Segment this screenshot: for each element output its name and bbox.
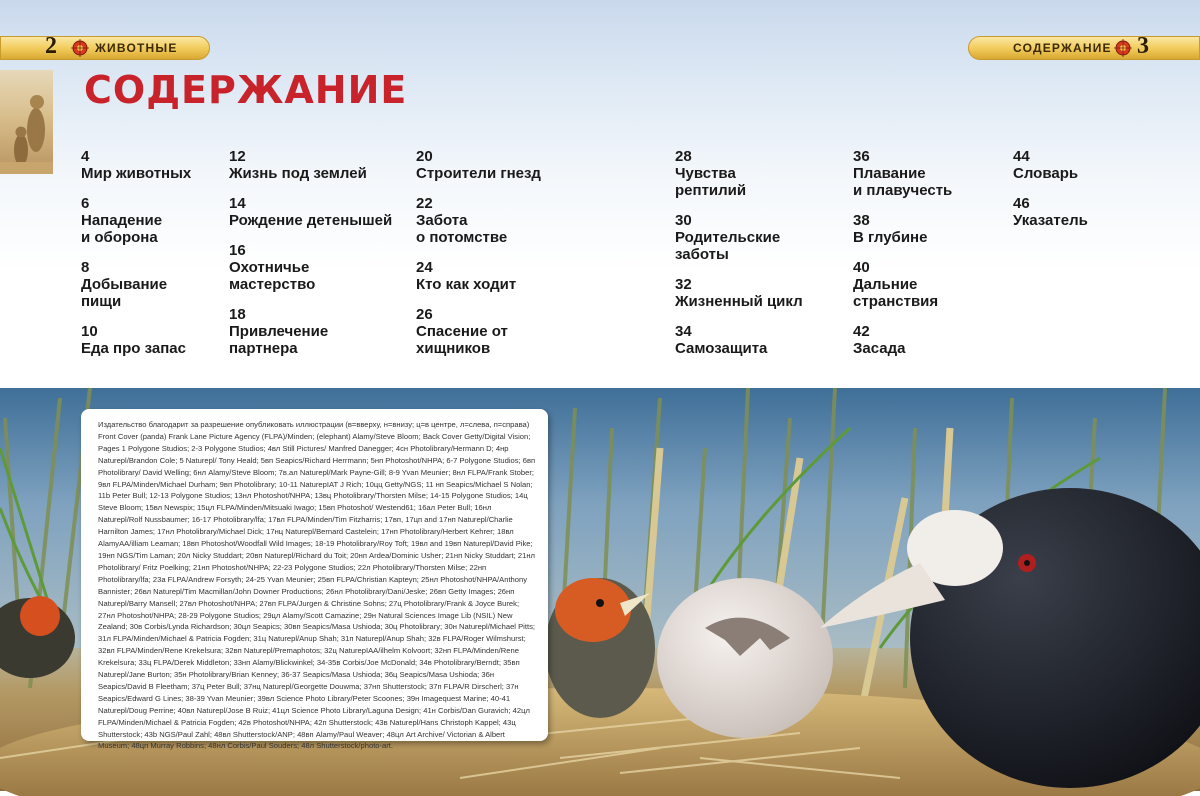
toc-entry[interactable] bbox=[81, 323, 191, 357]
toc-title: Нападение и оборона bbox=[81, 212, 163, 246]
toc-page-number: 14 bbox=[229, 195, 246, 212]
header-tab-left bbox=[0, 36, 210, 60]
toc-entry[interactable] bbox=[416, 148, 541, 182]
toc-page-number: 38 bbox=[853, 212, 870, 229]
toc-page-number: 12 bbox=[229, 148, 246, 165]
toc-column bbox=[853, 148, 952, 370]
section-label: ЖИВОТНЫЕ bbox=[95, 41, 178, 55]
page-title: СОДЕРЖАНИЕ bbox=[84, 68, 408, 112]
toc-entry[interactable] bbox=[853, 148, 952, 199]
toc-title: Мир животных bbox=[81, 165, 192, 182]
section-label-right: СОДЕРЖАНИЕ bbox=[1013, 41, 1112, 55]
toc-title: Дальние странствия bbox=[853, 276, 939, 310]
toc-title: Привлечение партнера bbox=[229, 323, 329, 357]
toc-entry[interactable] bbox=[416, 306, 541, 357]
right-page-number: 3 bbox=[1137, 33, 1149, 59]
toc-entry[interactable] bbox=[229, 242, 392, 293]
header-tab-right bbox=[968, 36, 1200, 60]
toc-page-number: 28 bbox=[675, 148, 692, 165]
ornament-icon bbox=[1114, 39, 1132, 57]
toc-entry[interactable] bbox=[1013, 148, 1088, 182]
toc-title: Жизнь под землей bbox=[229, 165, 367, 182]
toc-page-number: 6 bbox=[81, 195, 90, 212]
toc-entry[interactable] bbox=[229, 195, 392, 229]
toc-page-number: 30 bbox=[675, 212, 692, 229]
toc-column bbox=[416, 148, 541, 370]
toc-entry[interactable] bbox=[81, 195, 191, 246]
toc-page-number: 16 bbox=[229, 242, 246, 259]
toc-page-number: 10 bbox=[81, 323, 98, 340]
toc-title: Словарь bbox=[1013, 165, 1079, 182]
toc-entry[interactable] bbox=[675, 212, 803, 263]
ornament-icon bbox=[71, 39, 89, 57]
toc-page-number: 22 bbox=[416, 195, 433, 212]
toc-entry[interactable] bbox=[675, 323, 803, 357]
toc-page-number: 34 bbox=[675, 323, 692, 340]
toc-column bbox=[1013, 148, 1088, 242]
credits-box bbox=[81, 409, 548, 751]
toc-entry[interactable] bbox=[675, 148, 803, 199]
toc-column bbox=[675, 148, 803, 370]
left-page-number: 2 bbox=[45, 33, 57, 59]
toc-title: Кто как ходит bbox=[416, 276, 517, 293]
toc-entry[interactable] bbox=[853, 259, 952, 310]
toc-title: В глубине bbox=[853, 229, 928, 246]
toc-page-number: 44 bbox=[1013, 148, 1030, 165]
toc-page-number: 36 bbox=[853, 148, 870, 165]
toc-column bbox=[81, 148, 191, 370]
toc-title: Забота о потомстве bbox=[416, 212, 508, 246]
toc-entry[interactable] bbox=[81, 148, 191, 182]
toc-entry[interactable] bbox=[81, 259, 191, 310]
toc-title: Плавание и плавучесть bbox=[853, 165, 953, 199]
toc-title: Самозащита bbox=[675, 340, 768, 357]
toc-page-number: 4 bbox=[81, 148, 90, 165]
toc-title: Указатель bbox=[1013, 212, 1088, 229]
toc-page-number: 24 bbox=[416, 259, 433, 276]
toc-column bbox=[229, 148, 392, 370]
toc-title: Рождение детенышей bbox=[229, 212, 393, 229]
picture-credits-text: Издательство благодарит за разрешение опубликовать иллюстрации (в=вверху, н=внизу; ц=в центре, л=слева, п=справа) Front Cover (panda) Frank Lane Picture Agency (FLPA)/Minden; (elephant) Alamy/Steve Bloom; Back Cover Getty/Digital Vision; Pages 1 Polygone Studios; 2-3 Polygone Studios; 4вл Still Pictures/ Manfred Danegger; 4сн Photolibrary/Hermann D; 4нр Naturepl/Brandon Cole; 5 Naturepl/ Tony Heald; 5вп Seapics/Richard Herrmann; 5нп Photoshot/NHPA; 6-7 Polygone Studios; 6вп Photolibrary/ David Welling; 6нл Alamy/Steve Bloom; 7в.ал Naturepl/Mark Payne-Gill; 8-9 Yvan Meunier; 8нл FLPA/Frank Stober; 9вл FLPA/Minden/Michael Durham; 9вп Photolibrary; 10-11 NaturepIAT J Rich; 10цц Getty/NGS; 11 нп Seapics/Michael S Nolan; 11b Peter Bull; 12-13 Polygone Studios; 13нл Photoshot/NHPA; 13вц Photolibrary/Thorsten Milse; 14-15 Polygone Studios; 14ц Steve Bloom; 15вл Newspix; 15цл FLPA/Minden/Mitsuaki Iwago; 15вп Photoshot/ Westend61; 16ал Peter Bull; 16нл Naturepl/Rolf Nussbaumer; 16-17 Photolibrary/lfa; 17вл FLPA/Minden/Tim Fitzharris; 17вп, 17цп and 17нп Naturepl/Charlie Harnilton James; 17нл Photolibrary/Michael Dick; 17нц Naturepl/Bernard Castelein; 17нп Photolibrary/Herbert Kehrer; 18вл AlamyAA/illiam Leaman; 18вп Photoshot/Woodfall Wild Images; 18-19 Photolibrary/Roy Toft; 19вл and 19вп Naturepl/David Pike; 19нп NGS/Tim Laman; 20л Nicky Studdart; 20вп Naturepl/Richard du Toit; 20нп Ardea/Dominic Usher; 21нп Nicky Studdart; 21нл Photolibrary/ Fritz Poelking; 21нп Photoshot/NHPA; 22-23 Polygone Studios; 22л Photolibrary/Thorsten Milse; 22нп Photolibrary/lfa; 23a FLPA/Andrew Forsyth; 24-25 Yvan Meunier; 25вп FLPA/Christian Kapteyn; 25нл Photoshot/NHPA/Anthony Bannister; 26вл Naturepl/Tim Macmillan/John Downer Productions; 26нл Photolibrary/Dani/Jeske; 26вп Getty Images; 26нп Naturepl/Barry Mansell; 27вл Photoshot/NHPA; 27вп FLPA/Jurgen & Christine Sohns; 27ц Photolibrary/Frank & Joyce Burek; 27нл Photoshot/NHPA; 28-29 Polygone Studios; 29цл Alamy/Scott Camazine; 29н Natural Sciences Image Lib (NSIL) New Zealand; 30в Corbis/Lynda Richardson; 30цл Seapics; 30вп Seapics/Masa Ushioda; 30ц Photolibrary; 30н Naturepl/Michael Pitts; 31л FLPA/Minden/Michael & Patricia Fogden; 31ц Naturepl/Anup Shah; 31п Naturepl/Anup Shah; 32в FLPA/Roger Wilmshurst; 32вл FLPA/Minden/Rene Krekelsura; 32вп Naturepl/Premaphotos; 32ц NaturepIAA/ilhelm Kolvoort; 32нп FLPA/Minden/Rene Krekelsura; 33ц FLPA/Derek Middleton; 33нп Alamy/Blickwinkel; 34-35в Corbis/Joe McDonald; 34в Photolibrary/Berndt; 35вп Naturepl/Jane Burton; 35н Photolibrary/Brian Kenney; 36-37 Seapics/Masa Ushioda; 36ц Seapics/Masa Ushioda; 36н Seapics/David B Fleetham; 37ц Peter Bull; 37нц Naturepl/Georgette Douwma; 37нп Shutterstock; 37п FLPA/R Dirscherl; 37н Seapics/Edward G Lines; 38-39 Yvan Meunier; 39вл Science Photo Library/Peter Scoones; 39н Imagequest Marine; 40-41 Naturepl/Doug Perrine; 40вл Naturepl/Jose B Ruiz; 41цл Science Photo Library/Laguna Design; 41н Corbis/Dan Guravich; 42цл FLPA/Minden/Michael & Patricia Fogden; 42в Photoshot/NHPA; 42п Shutterstock; 43в Naturepl/Hans Christoph Kappel; 43ц Shutterstock; 43b NGS/Paul Zahl; 48вл Shutterstock/ANP; 48вп Alamy/Paul Weaver; 48цл Art Archive/ Victorian & Albert Museum; 48цп Murray Robbins; 48нл Corbis/Paul Souders; 48л Shutterstock/photo-art. bbox=[98, 420, 536, 751]
toc-title: Добывание пищи bbox=[81, 276, 168, 310]
toc-title: Спасение от хищников bbox=[416, 323, 508, 357]
toc-page-number: 46 bbox=[1013, 195, 1030, 212]
toc-entry[interactable] bbox=[675, 276, 803, 310]
toc-page-number: 20 bbox=[416, 148, 433, 165]
toc-entry[interactable] bbox=[229, 148, 392, 182]
toc-page-number: 26 bbox=[416, 306, 433, 323]
toc-title: Строители гнезд bbox=[416, 165, 541, 182]
toc-title: Охотничье мастерство bbox=[229, 259, 316, 293]
toc-entry[interactable] bbox=[416, 195, 541, 246]
toc-entry[interactable] bbox=[229, 306, 392, 357]
toc-title: Родительские заботы bbox=[675, 229, 781, 263]
toc-entry[interactable] bbox=[853, 212, 952, 246]
meerkat-thumbnail bbox=[0, 70, 53, 174]
toc-page-number: 32 bbox=[675, 276, 692, 293]
toc-page-number: 42 bbox=[853, 323, 870, 340]
toc-page-number: 8 bbox=[81, 259, 90, 276]
toc-title: Засада bbox=[853, 340, 906, 357]
toc-title: Чувства рептилий bbox=[675, 165, 747, 199]
toc-page-number: 40 bbox=[853, 259, 870, 276]
toc-entry[interactable] bbox=[853, 323, 952, 357]
toc-page-number: 18 bbox=[229, 306, 246, 323]
toc-title: Еда про запас bbox=[81, 340, 186, 357]
toc-entry[interactable] bbox=[1013, 195, 1088, 229]
toc-entry[interactable] bbox=[416, 259, 541, 293]
toc-title: Жизненный цикл bbox=[675, 293, 803, 310]
